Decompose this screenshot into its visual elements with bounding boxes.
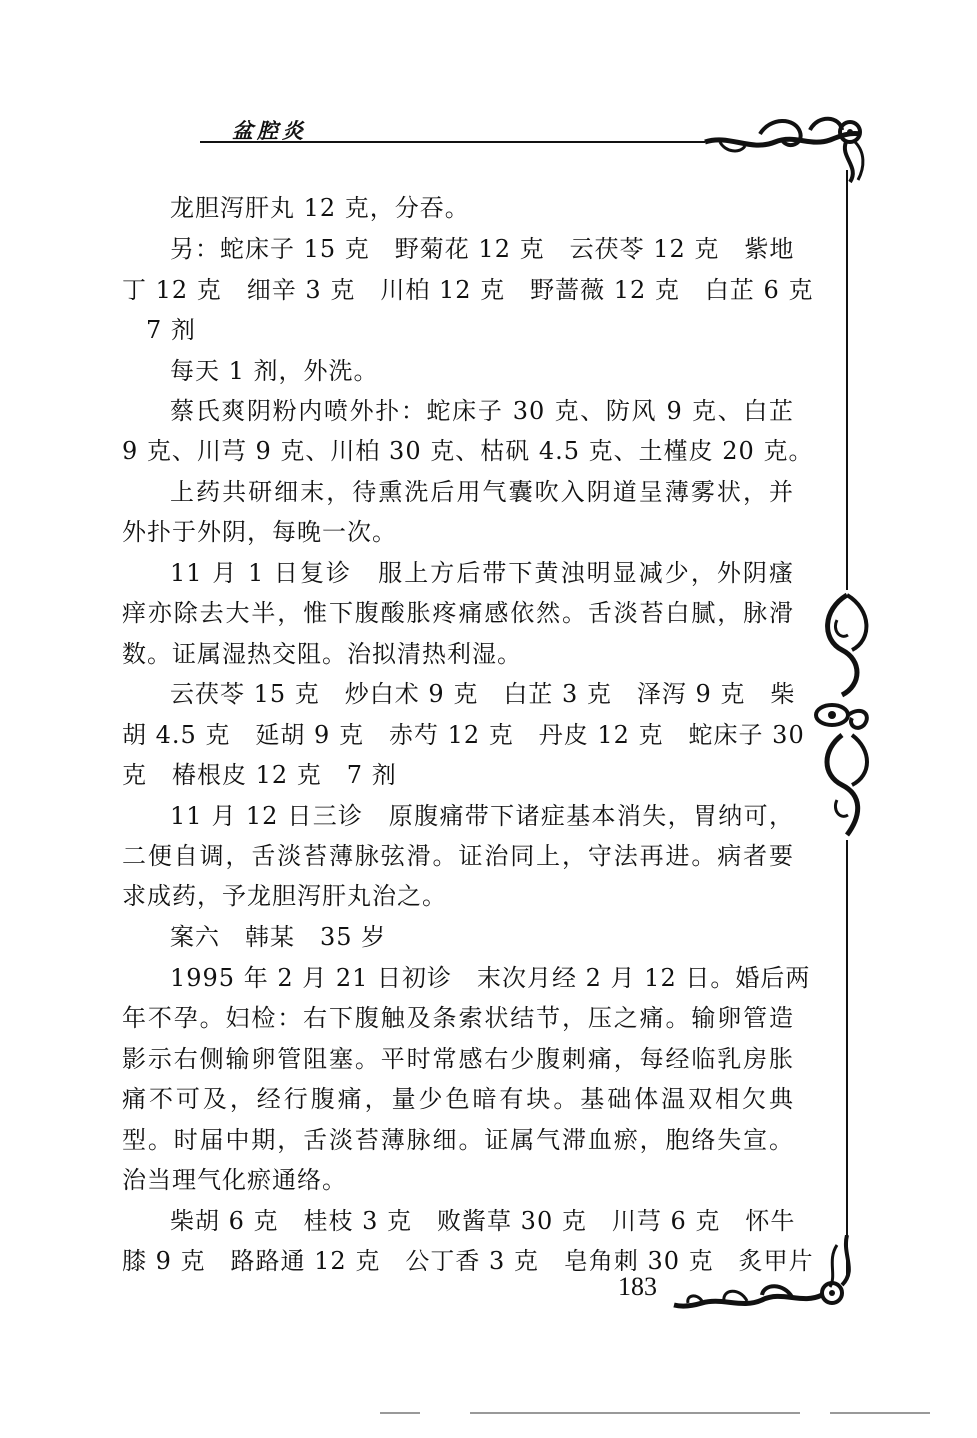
text-line: 二便自调，舌淡苔薄脉弦滑。证治同上，守法再进。病者要	[122, 842, 794, 870]
text-line: 蔡氏爽阴粉内喷外扑：蛇床子 30 克、防风 9 克、白芷	[170, 397, 794, 425]
text-line: 痒亦除去大半，惟下腹酸胀疼痛感依然。舌淡苔白腻，脉滑	[122, 599, 794, 627]
text-line: 型。时届中期，舌淡苔薄脉细。证属气滞血瘀，胞络失宣。	[122, 1126, 794, 1154]
text-line: 数。证属湿热交阻。治拟清热利湿。	[122, 640, 522, 668]
text-line: 每天 1 剂，外洗。	[170, 357, 379, 385]
text-line: 膝 9 克 路路通 12 克 公丁香 3 克 皂角刺 30 克 炙甲片	[122, 1247, 814, 1275]
text-line: 7 剂	[146, 316, 196, 344]
text-line: 胡 4.5 克 延胡 9 克 赤芍 12 克 丹皮 12 克 蛇床子 30	[122, 721, 805, 749]
page-number: 183	[618, 1272, 657, 1301]
text-line: 9 克、川芎 9 克、川柏 30 克、枯矾 4.5 克、土槿皮 20 克。	[122, 437, 814, 465]
text-line: 痛不可及，经行腹痛，量少色暗有块。基础体温双相欠典	[122, 1085, 794, 1113]
text-line: 治当理气化瘀通络。	[122, 1166, 347, 1194]
scan-artifact	[380, 1412, 420, 1414]
text-line: 另：蛇床子 15 克 野菊花 12 克 云茯苓 12 克 紫地	[170, 235, 795, 263]
side-scroll-ornament-icon	[812, 590, 882, 840]
text-line: 丁 12 克 细辛 3 克 川柏 12 克 野蔷薇 12 克 白芷 6 克	[122, 276, 814, 304]
scan-artifact	[830, 1412, 930, 1414]
text-line: 11 月 12 日三诊 原腹痛带下诸症基本消失，胃纳可，	[170, 802, 794, 830]
text-line: 上药共研细末，待熏洗后用气囊吹入阴道呈薄雾状，并	[170, 478, 794, 506]
text-line: 年不孕。妇检：右下腹触及条索状结节，压之痛。输卵管造	[122, 1004, 794, 1032]
text-line: 求成药，予龙胆泻肝丸治之。	[122, 882, 447, 910]
text-line: 1995 年 2 月 21 日初诊 末次月经 2 月 12 日。婚后两	[170, 964, 811, 992]
text-line: 柴胡 6 克 桂枝 3 克 败酱草 30 克 川芎 6 克 怀牛	[170, 1207, 796, 1235]
running-header-title: 盆腔炎	[232, 118, 307, 143]
top-corner-ornament-icon	[700, 112, 870, 192]
text-line: 外扑于外阴，每晚一次。	[122, 518, 397, 546]
header-rule	[200, 141, 705, 143]
text-line: 云茯苓 15 克 炒白术 9 克 白芷 3 克 泽泻 9 克 柴	[170, 680, 796, 708]
text-line: 克 椿根皮 12 克 7 剂	[122, 761, 397, 789]
text-line: 影示右侧输卵管阻塞。平时常感右少腹刺痛，每经临乳房胀	[122, 1045, 794, 1073]
text-line: 11 月 1 日复诊 服上方后带下黄浊明显减少，外阴瘙	[170, 559, 794, 587]
scan-artifact	[470, 1412, 800, 1414]
text-line: 龙胆泻肝丸 12 克，分吞。	[170, 194, 470, 222]
case-heading: 案六 韩某 35 岁	[170, 923, 387, 951]
